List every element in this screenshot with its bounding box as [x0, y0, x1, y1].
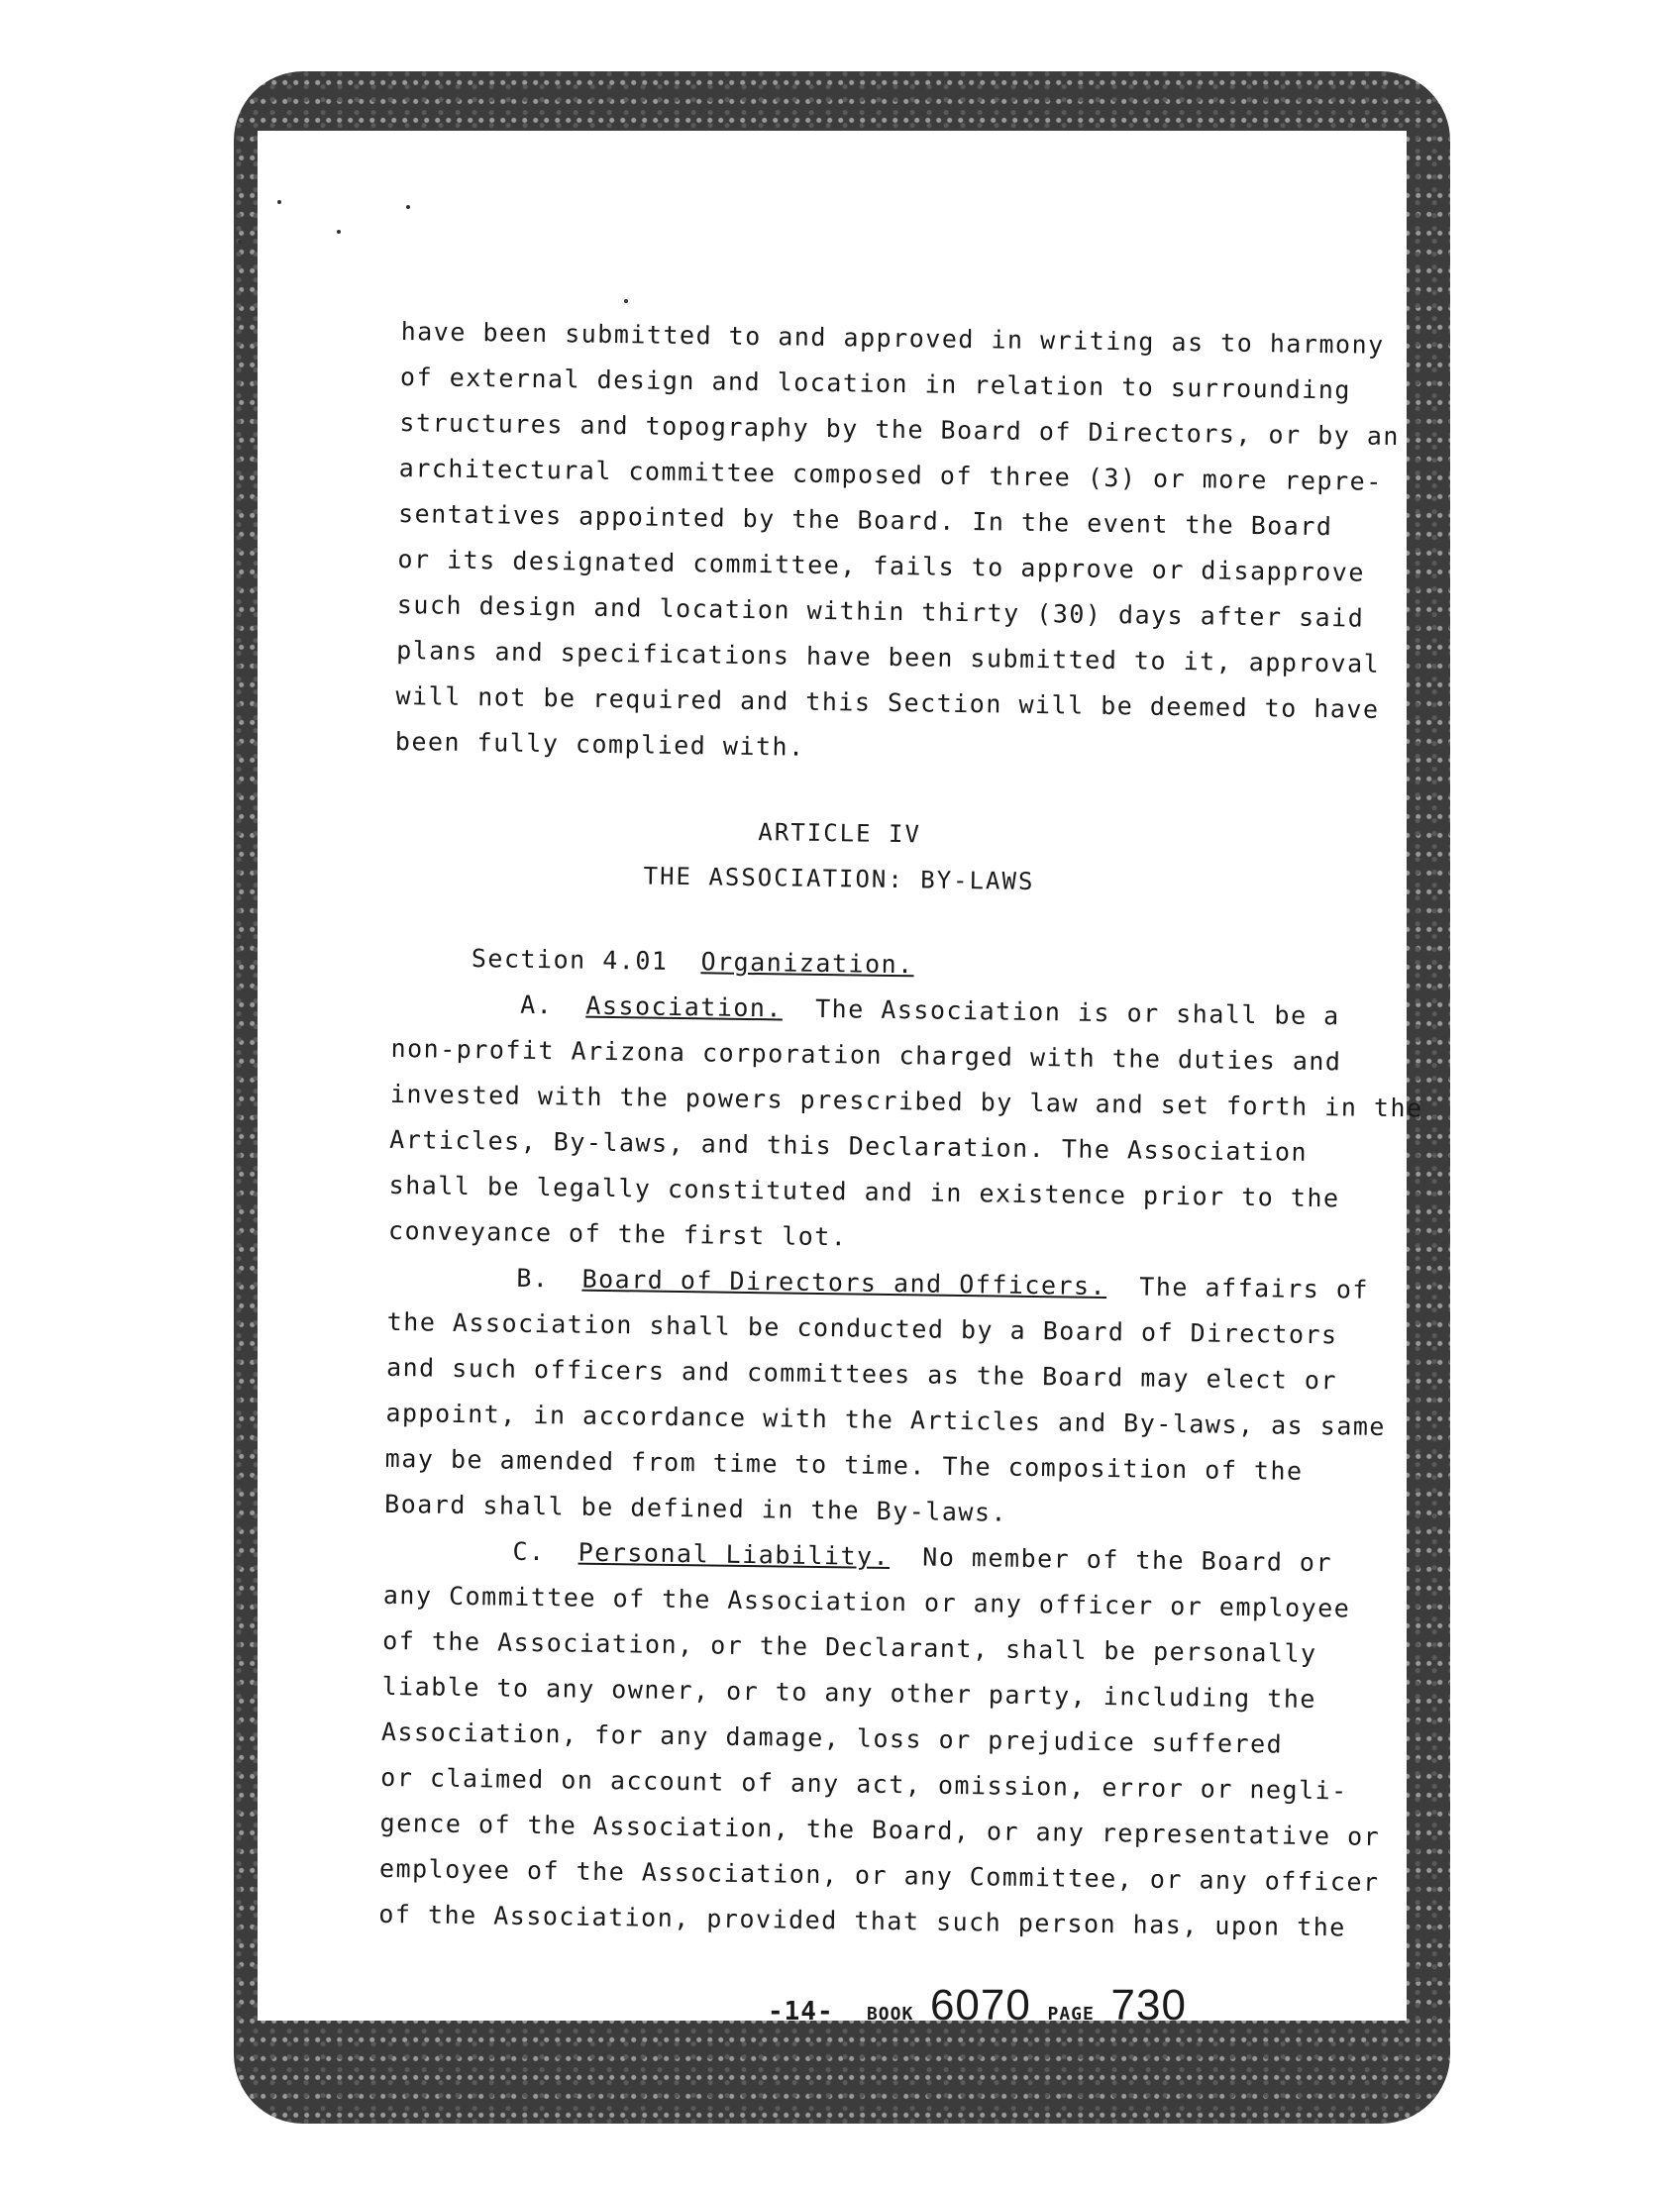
text-line: been fully complied with. — [394, 726, 805, 762]
paragraph-b — [383, 1254, 1387, 1540]
text-line: employee of the Association, or any Committee, or any officer — [378, 1853, 1380, 1897]
paragraph-text: The Association is or shall be a — [814, 993, 1340, 1031]
text-line: will not be required and this Section will be deemed to have — [395, 680, 1380, 724]
text-line: conveyance of the first lot. — [387, 1215, 848, 1252]
article-title: THE ASSOCIATION: BY-LAWS — [643, 862, 1035, 895]
text-line: or its designated committee, fails to approve or disapprove — [397, 544, 1366, 587]
paragraph-letter: A. — [520, 989, 554, 1020]
text-line: may be amended from time to time. The composition of the — [384, 1443, 1304, 1486]
text-line: sentatives appointed by the Board. In the event the Board — [397, 498, 1333, 542]
page-label: PAGE — [1047, 2004, 1095, 2025]
text-line: of external design and location in relation to surrounding — [399, 362, 1352, 405]
document-body — [378, 309, 1423, 1949]
book-label: BOOK — [866, 2004, 914, 2025]
paragraph-c — [378, 1527, 1381, 1950]
article-number: ARTICLE IV — [758, 818, 922, 849]
text-line: plans and specifications have been submitted to it, approval — [395, 635, 1381, 678]
paragraph-title: Personal Liability. — [578, 1537, 891, 1572]
paragraph-letter: B. — [516, 1263, 550, 1294]
book-number: 6070 — [929, 1981, 1031, 2030]
text-line: such design and location within thirty (30) days after said — [396, 589, 1365, 633]
page-number: -14- — [768, 1997, 834, 2027]
scan-speckle — [238, 240, 242, 244]
paragraph-text: The affairs of — [1139, 1272, 1370, 1304]
text-line: any Committee of the Association or any officer or employee — [382, 1580, 1351, 1623]
paragraph-title: Board of Directors and Officers. — [581, 1264, 1107, 1302]
text-line: liable to any owner, or to any other party, including the — [381, 1671, 1317, 1715]
text-line: appoint, in accordance with the Articles and By-laws, as same — [385, 1398, 1387, 1441]
text-line: the Association shall be conducted by a Board of Directors — [386, 1306, 1338, 1350]
scan-speckle — [277, 200, 281, 204]
article-heading — [393, 804, 1286, 908]
text-line: shall be legally constituted and in existence prior to the — [388, 1170, 1340, 1213]
section-label: Section 4.01 — [471, 944, 669, 976]
paragraph-letter: C. — [512, 1536, 546, 1567]
text-line: have been submitted to and approved in writing as to harmony — [400, 316, 1385, 360]
text-line: Association, for any damage, loss or prejudice suffered — [380, 1717, 1284, 1759]
text-line: non-profit Arizona corporation charged with the duties and — [390, 1033, 1342, 1077]
scan-speckle — [624, 299, 628, 303]
paragraph-a — [387, 981, 1423, 1267]
text-line: structures and topography by the Board of Directors, or by an — [399, 407, 1401, 452]
scan-speckle — [337, 230, 341, 234]
text-line: Board shall be defined in the By-laws. — [383, 1489, 1008, 1527]
scan-speckle — [406, 205, 410, 209]
text-line: architectural committee composed of three (3) or more repre- — [398, 453, 1383, 496]
text-line: or claimed on account of any act, omission, error or negli- — [380, 1762, 1348, 1806]
page-footer — [768, 1981, 1187, 2031]
section-title: Organization. — [700, 947, 914, 980]
text-line: Articles, By-laws, and this Declaration. The Association — [389, 1124, 1309, 1167]
text-line: invested with the powers prescribed by law and set forth in the — [389, 1079, 1423, 1123]
text-line: and such officers and committees as the Board may elect or — [385, 1352, 1338, 1396]
intro-paragraph — [394, 309, 1401, 778]
page-reference: 730 — [1110, 1981, 1187, 2030]
paragraph-title: Association. — [585, 990, 784, 1023]
text-line: gence of the Association, the Board, or any representative or — [379, 1808, 1381, 1851]
text-line: of the Association, or the Declarant, shall be personally — [382, 1625, 1317, 1669]
text-line: of the Association, provided that such person has, upon the — [378, 1899, 1347, 1942]
paragraph-text: No member of the Board or — [922, 1542, 1333, 1578]
